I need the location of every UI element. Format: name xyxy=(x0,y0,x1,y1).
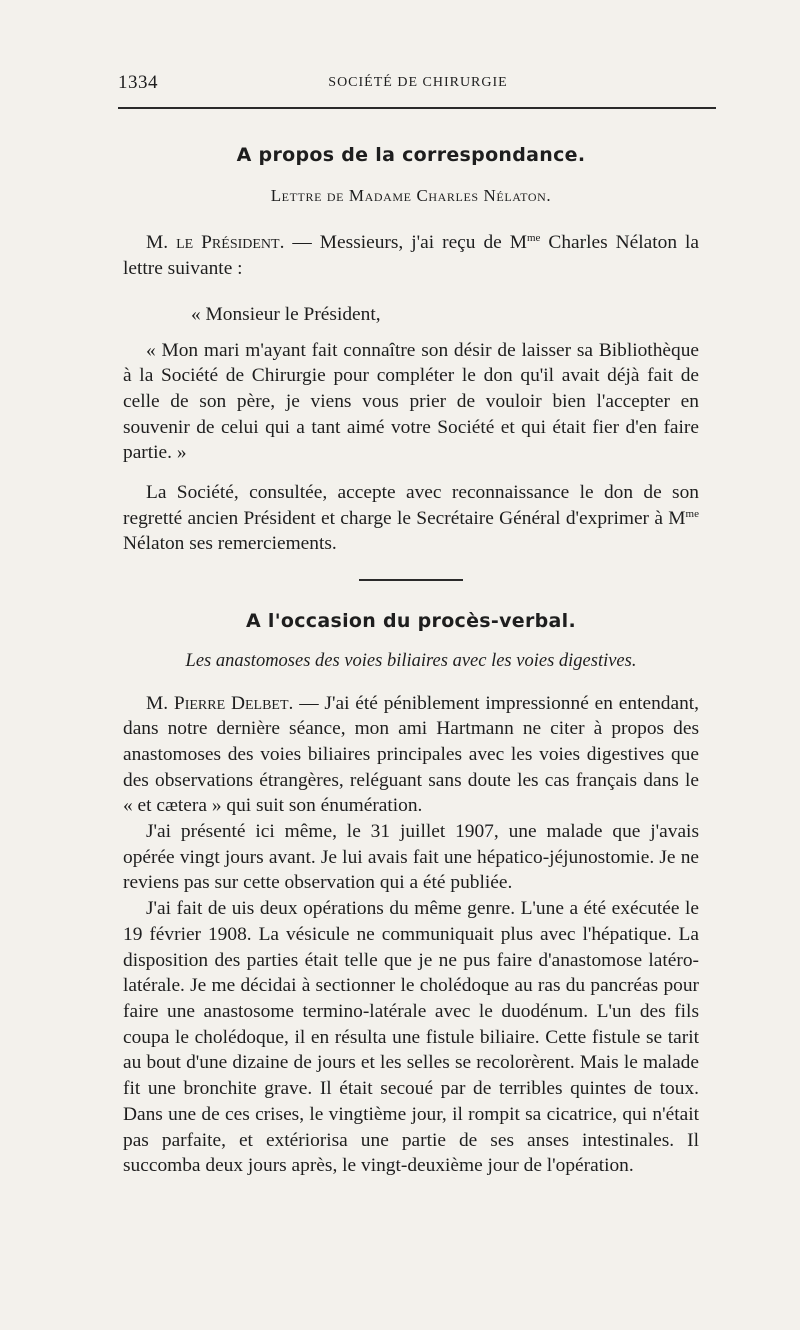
president-text-a: — Messieurs, j'ai reçu de M xyxy=(284,232,527,254)
paragraph-response xyxy=(123,480,699,557)
page-body xyxy=(123,140,699,1179)
superscript-me: me xyxy=(527,232,541,245)
letter-salutation: « Monsieur le Président, xyxy=(191,303,381,325)
speaker-president: M. le Président. xyxy=(146,232,285,254)
paragraph-president xyxy=(123,230,699,281)
speaker-delbet: M. Pierre Delbet. xyxy=(146,692,294,714)
delbet-text: — J'ai été péniblement impressionné en entendant, dans notre dernière séance, mon ami Hartmann ne citer à propos des anastomoses des voies biliaires principales avec les voies digestives que des observations étrangères, reléguant sans doute les cas français dans le « et cætera » qui suit son énumération. xyxy=(123,692,699,817)
paragraph-delbet xyxy=(123,691,699,820)
letter-body: « Mon mari m'ayant fait connaître son désir de laisser sa Bibliothèque à la Société de Chirurgie pour compléter le don qu'il avait déjà fait de celle de son père, je viens vous prier de vouloir bien l'accepter en souvenir de celui qui a tant aimé votre Société et qui était fier d'en faire partie. » xyxy=(123,339,699,464)
section-divider xyxy=(359,579,463,581)
response-text-a: La Société, consultée, accepte avec reconnaissance le don de son regretté ancien Président et charge le Secrétaire Général d'exprimer à M xyxy=(123,482,699,529)
section-subtitle-lettre: Lettre de Madame Charles Nélaton. xyxy=(270,185,552,205)
page-number: 1334 xyxy=(118,72,158,93)
section-title-correspondance: A propos de la correspondance. xyxy=(236,144,586,166)
president-text-b: Charles Nélaton la lettre suivante : xyxy=(123,232,700,280)
paragraph-operations: J'ai fait de uis deux opérations du même genre. L'une a été exécutée le 19 février 1908. La vésicule ne communiquait plus avec l'hépatique. La disposition des parties était telle que je ne pus faire d'anastomose latéro-latérale. Je me décidai à sectionner le cholédoque au ras du pancréas pour faire une anastosome termino-latérale avec le duodénum. L'un des fils coupa le cholédoque, il en résulta une fistule biliaire. Cette fistule se tarit au bout d'une dizaine de jours et les selles se recolorèrent. Mais le malade fit une bronchite grave. Il était secoué par de terribles quintes de toux. Dans une de ces crises, le vingtième jour, il rompit sa cicatrice, qui n'était pas parfaite, et extériorisa une partie de ses anses intestinales. Il succomba deux jours après, le vingt-deuxième jour de l'opération. xyxy=(123,898,699,1177)
superscript-me: me xyxy=(685,507,699,520)
running-title: SOCIÉTÉ DE CHIRURGIE xyxy=(328,75,508,90)
header-rule xyxy=(118,107,716,109)
response-text-b: Nélaton ses remerciements. xyxy=(123,533,337,555)
section-title-proces-verbal: A l'occasion du procès-verbal. xyxy=(246,610,576,633)
section-subtitle-anastomoses: Les anastomoses des voies biliaires avec les voies digestives. xyxy=(185,650,637,671)
paragraph-presentation: J'ai présenté ici même, le 31 juillet 1907, une malade que j'avais opérée vingt jours avant. Je lui avais fait une hépatico-jéjunostomie. Je ne reviens pas sur cette observation qui a été publiée. xyxy=(123,821,699,894)
page-header xyxy=(118,72,718,96)
